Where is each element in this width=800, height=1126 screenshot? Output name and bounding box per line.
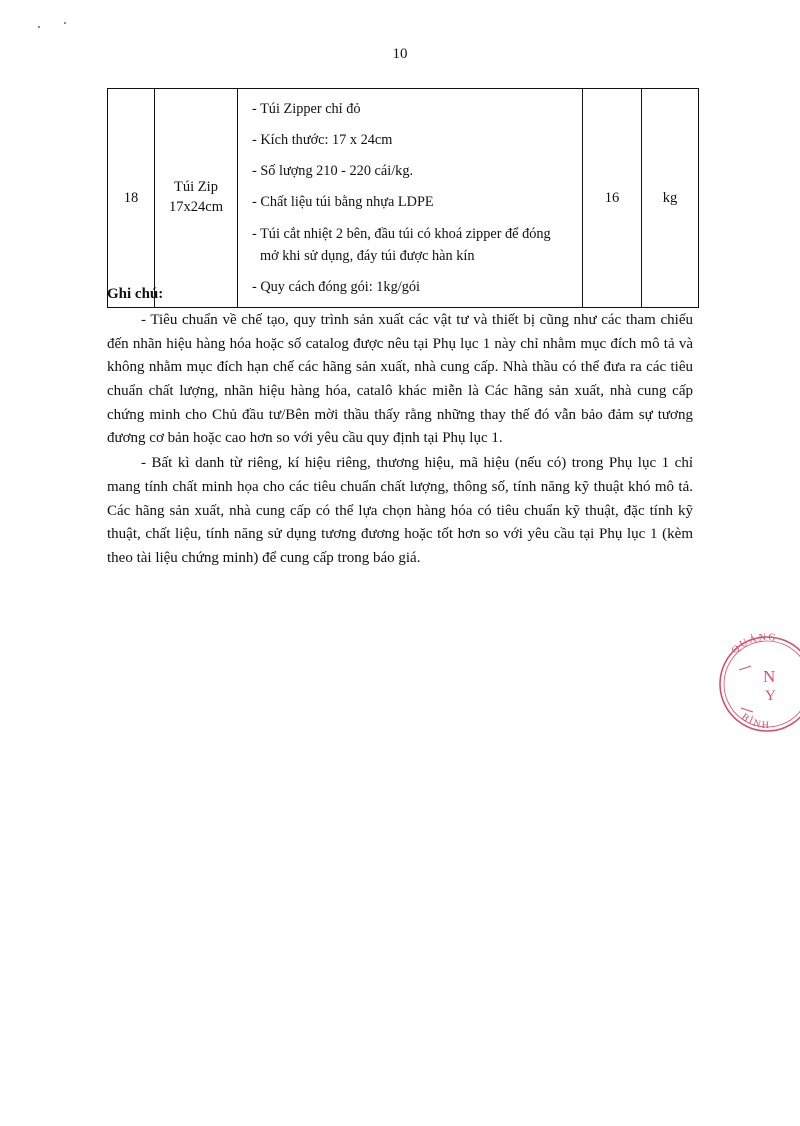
specification-table <box>107 88 699 308</box>
item-name-line-2: 17x24cm <box>169 199 223 216</box>
cell-item-name <box>155 89 238 308</box>
description-list <box>238 89 582 307</box>
official-seal-stamp <box>705 616 800 746</box>
table-row <box>108 89 699 308</box>
notes-paragraph: - Bất kì danh từ riêng, kí hiệu riêng, thương hiệu, mã hiệu (nếu có) trong Phụ lục 1 chỉ mang tính chất minh họa cho các tiêu chuẩn chất lượng, thông số, tính năng kỹ thuật khó mô tả. Các hãng sản xuất, nhà cung cấp có thể lựa chọn hàng hóa có tiêu chuẩn kỹ thuật, đặc tính kỹ thuật, chất liệu, tính năng sử dụng tương đương hoặc tốt hơn so với yêu cầu tại Phụ lục 1 (kèm theo tài liệu chứng minh) để cung cấp trong báo giá. <box>107 455 693 566</box>
description-line: - Quy cách đóng gói: 1kg/gói <box>252 278 420 295</box>
cell-description <box>238 89 583 308</box>
description-line: - Số lượng 210 - 220 cái/kg. <box>252 163 414 180</box>
description-line: - Túi Zipper chỉ đỏ <box>252 101 361 117</box>
notes-paragraph: - Tiêu chuẩn về chế tạo, quy trình sản xuất các vật tư và thiết bị cũng như các tham chiếu đến nhãn hiệu hàng hóa hoặc số catalog được nêu tại Phụ lục 1 này chỉ nhằm mục đích mô tả và không nhằm mục đích hạn chế các hãng sản xuất, nhà cung cấp. Nhà thầu có thể đưa ra các tiêu chuẩn chất lượng, nhãn hiệu hàng hóa, catalô khác miễn là Các hãng sản xuất, nhà cung cấp chứng minh cho Chủ đầu tư/Bên mời thầu thấy rằng những thay thế đó vẫn bảo đảm sự tương đương cơ bản hoặc cao hơn so với yêu cầu quy định tại Phụ lục 1. <box>107 312 693 447</box>
cell-item-no: 18 <box>108 89 155 308</box>
page-number: 10 <box>392 46 408 62</box>
description-line: - Chất liệu túi bằng nhựa LDPE <box>252 194 434 211</box>
scan-artifact-dots <box>38 22 78 32</box>
description-line: - Kích thước: 17 x 24cm <box>252 132 393 149</box>
item-name-line-1: Túi Zip <box>174 179 218 196</box>
description-line: - Túi cắt nhiệt 2 bên, đầu túi có khoá zipper để đóng mở khi sử dụng, đáy túi được hàn kín <box>252 225 551 264</box>
svg-text:BÌNH: BÌNH <box>739 711 772 732</box>
notes-section <box>107 286 693 571</box>
notes-title: Ghi chú: <box>107 286 164 302</box>
svg-text:N: N <box>763 667 776 686</box>
svg-text:Y: Y <box>765 688 776 704</box>
cell-unit: kg <box>642 89 699 308</box>
cell-quantity: 16 <box>583 89 642 308</box>
svg-text:QUẢNG: QUẢNG <box>729 631 779 656</box>
